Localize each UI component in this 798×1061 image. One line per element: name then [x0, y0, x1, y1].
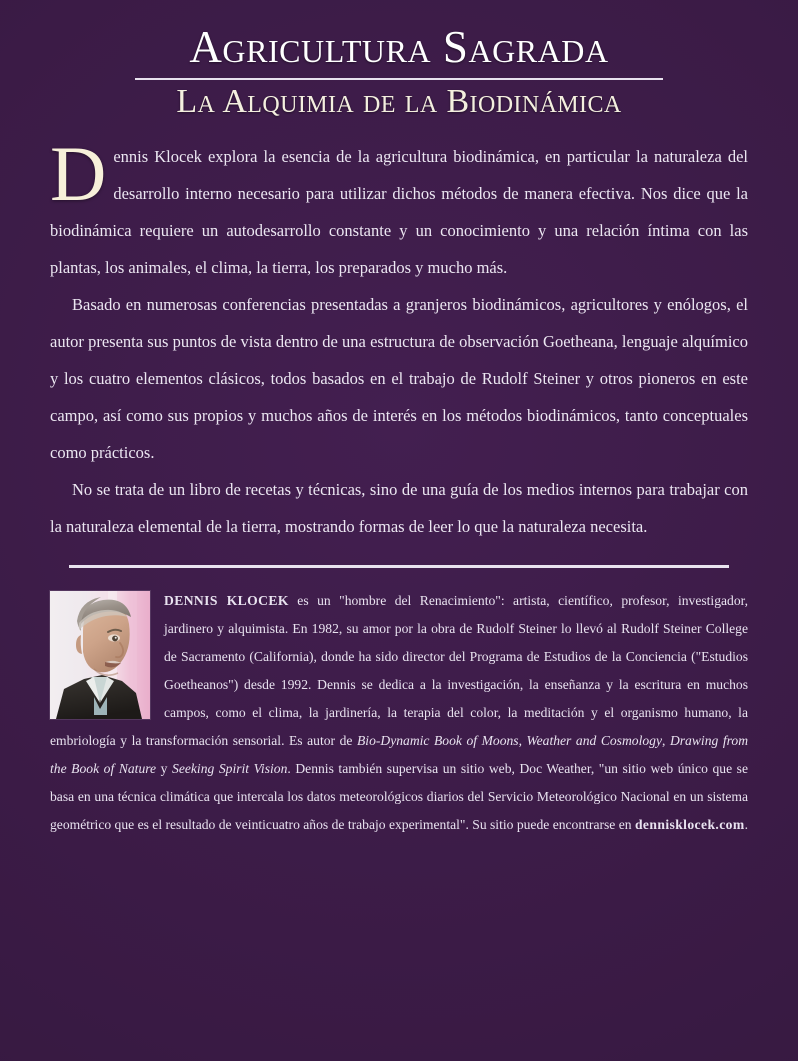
- author-portrait-image: [50, 591, 150, 719]
- blurb-paragraph-1-text: ennis Klocek explora la esencia de la agricultura biodinámica, en particular la naturaleza del desarrollo interno necesario para utilizar dichos métodos de manera efectiva. Nos dice que la biodinámica requiere un autodesarrollo constante y un conocimiento y una relación íntima con las plantas, los animales, el clima, la tierra, los preparados y mucho más.: [50, 146, 748, 277]
- page-title: Agricultura Sagrada: [189, 22, 609, 72]
- drop-cap-letter: D: [50, 129, 107, 217]
- bio-separator-3: y: [156, 760, 173, 776]
- book-title-2: Weather and Cosmology: [526, 732, 662, 748]
- title-divider-rule: [135, 78, 663, 80]
- blurb-paragraph-3: No se trata de un libro de recetas y técnicas, sino de una guía de los medios internos para trabajar con la naturaleza elemental de la tierra, mostrando formas de leer lo que la naturaleza necesita.: [50, 479, 748, 536]
- blurb-paragraph-2: Basado en numerosas conferencias presentadas a granjeros biodinámicos, agricultores y enólogos, el autor presenta sus puntos de vista dentro de una estructura de observación Goetheana, lenguaje alquímico y los cuatro elementos clásicos, todos basados en el trabajo de Rudolf Steiner y otros pioneros en este campo, así como sus propios y muchos años de interés en los métodos biodinámicos, tanto conceptuales como prácticos.: [50, 294, 748, 462]
- bio-segment-3: .: [744, 816, 748, 832]
- bio-separator-1: ,: [518, 732, 527, 748]
- book-title-1: Bio-Dynamic Book of Moons: [356, 732, 519, 748]
- page-subtitle: La Alquimia de la Biodinámica: [176, 83, 622, 121]
- bio-segment-2: . Dennis también supervisa un sitio web, Doc Weather, "un sitio web único que se basa en una técnica climática que intercala los datos meteorológicos diarios del Servicio Meteorológico Nacional en un sistema geométrico que es el resultado de veinticuatro años de trabajo experimental". Su sitio puede encontrarse en: [50, 760, 748, 832]
- blurb-section: [50, 129, 748, 545]
- author-portrait: [50, 591, 150, 719]
- author-bio-section: [50, 587, 748, 839]
- author-website[interactable]: dennisklocek.com: [634, 816, 745, 832]
- book-title-3: Drawing from the Book of Nature: [50, 732, 749, 776]
- blurb-paragraph-1: [50, 129, 748, 286]
- book-title-4: Seeking Spirit Vision: [172, 760, 288, 776]
- author-bio-text: [50, 587, 748, 839]
- bio-segment-1: es un "hombre del Renacimiento": artista, científico, profesor, investigador, jardinero y alquimista. En 1982, su amor por la obra de Rudolf Steiner lo llevó al Rudolf Steiner College de Sacramento (California), donde ha sido director del Programa de Estudios de la Conciencia ("Estudios Goetheanos") desde 1992. Dennis se dedica a la investigación, la enseñanza y la escritura en muchos campos, como el clima, la jardinería, la terapia del color, la meditación y el organismo humano, la embriología y la transformación sensorial. Es autor de: [50, 592, 749, 748]
- author-name: DENNIS KLOCEK: [164, 592, 289, 608]
- bio-separator-2: ,: [662, 732, 670, 748]
- section-divider-rule: [69, 565, 729, 568]
- title-block: [0, 0, 798, 120]
